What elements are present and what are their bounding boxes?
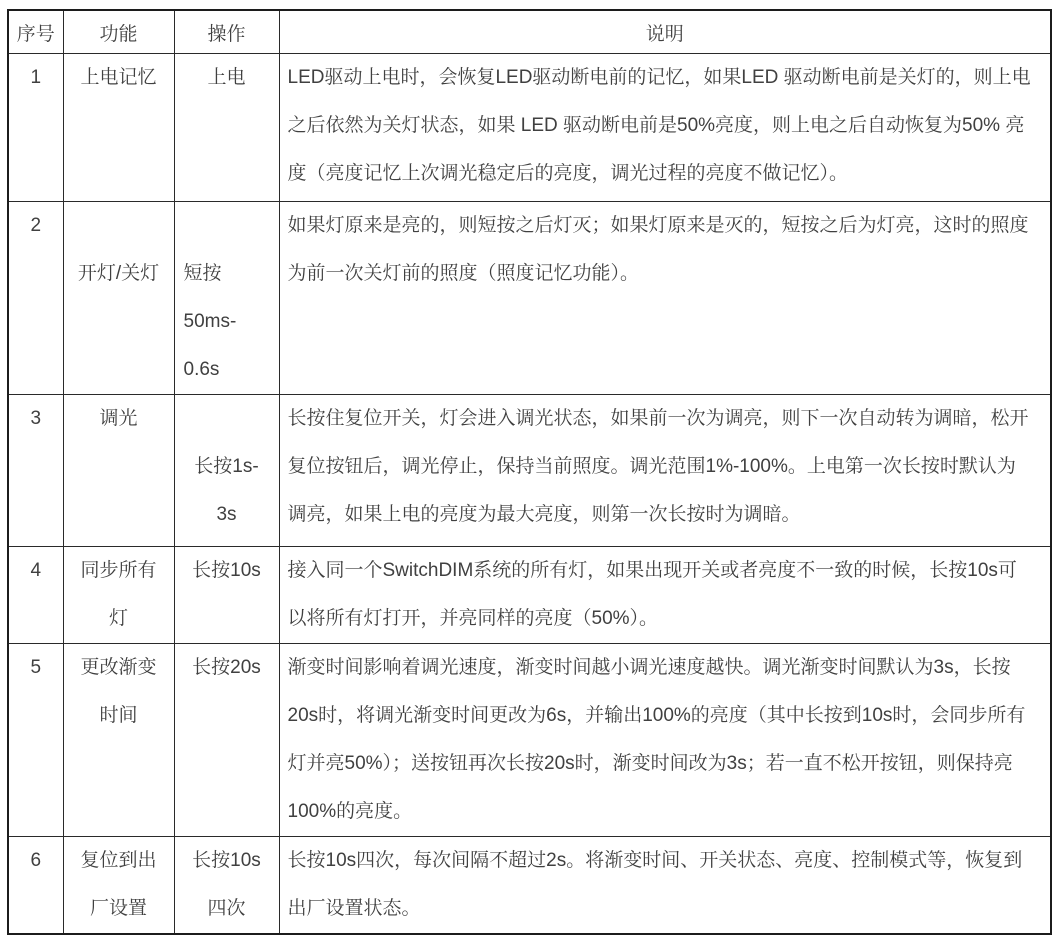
text-line: 6 — [30, 850, 42, 871]
function-cell — [63, 837, 174, 935]
text-line: 时间 — [99, 705, 138, 726]
text-line: 长按10s — [192, 560, 261, 581]
text-line: 4 — [30, 560, 42, 581]
text-line: 厂设置 — [89, 898, 147, 919]
text-line: 四次 — [207, 898, 246, 919]
text-line — [184, 202, 279, 250]
text-line: 之后依然为关灯状态，如果 LED 驱动断电前是50%亮度，则上电之后自动恢复为50% 亮 — [287, 115, 1025, 136]
description-cell — [279, 644, 1051, 837]
text-line: 长按住复位开关，灯会进入调光状态，如果前一次为调亮，则下一次自动转为调暗，松开 — [287, 408, 1029, 429]
function-table — [7, 9, 1052, 935]
row-number-cell — [8, 54, 63, 202]
text-line: 5 — [30, 657, 42, 678]
text-line: 50ms- — [183, 311, 237, 332]
text-line: 复位到出 — [80, 850, 157, 871]
text-line: 以将所有灯打开，并亮同样的亮度（50%）。 — [287, 608, 659, 629]
text-line: 出厂设置状态。 — [287, 898, 421, 919]
table-row — [8, 547, 1051, 644]
text-line: 接入同一个SwitchDIM系统的所有灯，如果出现开关或者亮度不一致的时候，长按10s可 — [287, 560, 1017, 581]
row-number-cell — [8, 395, 63, 547]
text-line: 调光 — [99, 408, 138, 429]
table-body — [8, 54, 1051, 935]
text-line: 长按20s — [192, 657, 261, 678]
text-line: 长按10s四次，每次间隔不超过2s。将渐变时间、开关状态、亮度、控制模式等，恢复到 — [287, 850, 1023, 871]
function-cell — [63, 54, 174, 202]
description-cell — [279, 547, 1051, 644]
row-number-cell — [8, 644, 63, 837]
function-cell — [63, 547, 174, 644]
text-line — [175, 395, 279, 443]
function-cell — [63, 395, 174, 547]
text-line: 短按 — [183, 263, 222, 284]
text-line: 开灯/关灯 — [77, 263, 160, 284]
description-cell — [279, 837, 1051, 935]
text-line: 3s — [216, 504, 237, 525]
table-header — [8, 10, 1051, 54]
text-line: 20s时，将调光渐变时间更改为6s，并输出100%的亮度（其中长按到10s时，会同步所有 — [287, 705, 1026, 726]
operation-cell — [174, 395, 279, 547]
description-cell — [279, 202, 1051, 395]
row-number-cell — [8, 202, 63, 395]
text-line: 如果灯原来是亮的，则短按之后灯灭；如果灯原来是灭的，短按之后为灯亮，这时的照度 — [287, 215, 1029, 236]
text-line: 长按10s — [192, 850, 261, 871]
text-line — [64, 202, 174, 250]
operation-cell — [174, 837, 279, 935]
table-row — [8, 837, 1051, 935]
function-cell — [63, 644, 174, 837]
text-line: 调亮，如果上电的亮度为最大亮度，则第一次长按时为调暗。 — [287, 504, 801, 525]
header-cell-function: 功能 — [63, 10, 174, 54]
row-number-cell — [8, 547, 63, 644]
row-number-cell — [8, 837, 63, 935]
header-cell-operation: 操作 — [174, 10, 279, 54]
table-row — [8, 54, 1051, 202]
operation-cell — [174, 202, 279, 395]
text-line: 灯并亮50%）；送按钮再次长按20s时，渐变时间改为3s；若一直不松开按钮，则保持亮 — [287, 753, 1013, 774]
header-cell-description: 说明 — [279, 10, 1051, 54]
description-cell — [279, 54, 1051, 202]
text-line: 为前一次关灯前的照度（照度记忆功能）。 — [287, 263, 640, 284]
text-line: 复位按钮后，调光停止，保持当前照度。调光范围1%-100%。上电第一次长按时默认为 — [287, 456, 1016, 477]
text-line: 2 — [30, 215, 42, 236]
text-line: 灯 — [108, 608, 128, 629]
operation-cell — [174, 644, 279, 837]
text-line: 3 — [30, 408, 42, 429]
header-cell-number: 序号 — [8, 10, 63, 54]
text-line: 渐变时间影响着调光速度，渐变时间越小调光速度越快。调光渐变时间默认为3s，长按 — [287, 657, 1011, 678]
text-line: 上电 — [207, 67, 246, 88]
operation-cell — [174, 54, 279, 202]
text-line: 同步所有 — [80, 560, 157, 581]
header-row — [8, 10, 1051, 54]
function-cell — [63, 202, 174, 395]
text-line: 上电记忆 — [80, 67, 157, 88]
table-row — [8, 644, 1051, 837]
table-row — [8, 202, 1051, 395]
text-line: 1 — [30, 67, 42, 88]
description-cell — [279, 395, 1051, 547]
table-row — [8, 395, 1051, 547]
operation-cell — [174, 547, 279, 644]
text-line: 0.6s — [183, 359, 220, 380]
text-line: LED驱动上电时，会恢复LED驱动断电前的记忆，如果LED 驱动断电前是关灯的，则上电 — [287, 67, 1031, 88]
text-line: 度（亮度记忆上次调光稳定后的亮度，调光过程的亮度不做记忆）。 — [287, 163, 849, 184]
text-line: 100%的亮度。 — [287, 801, 413, 822]
text-line: 更改渐变 — [80, 657, 157, 678]
text-line: 长按1s- — [194, 456, 259, 477]
